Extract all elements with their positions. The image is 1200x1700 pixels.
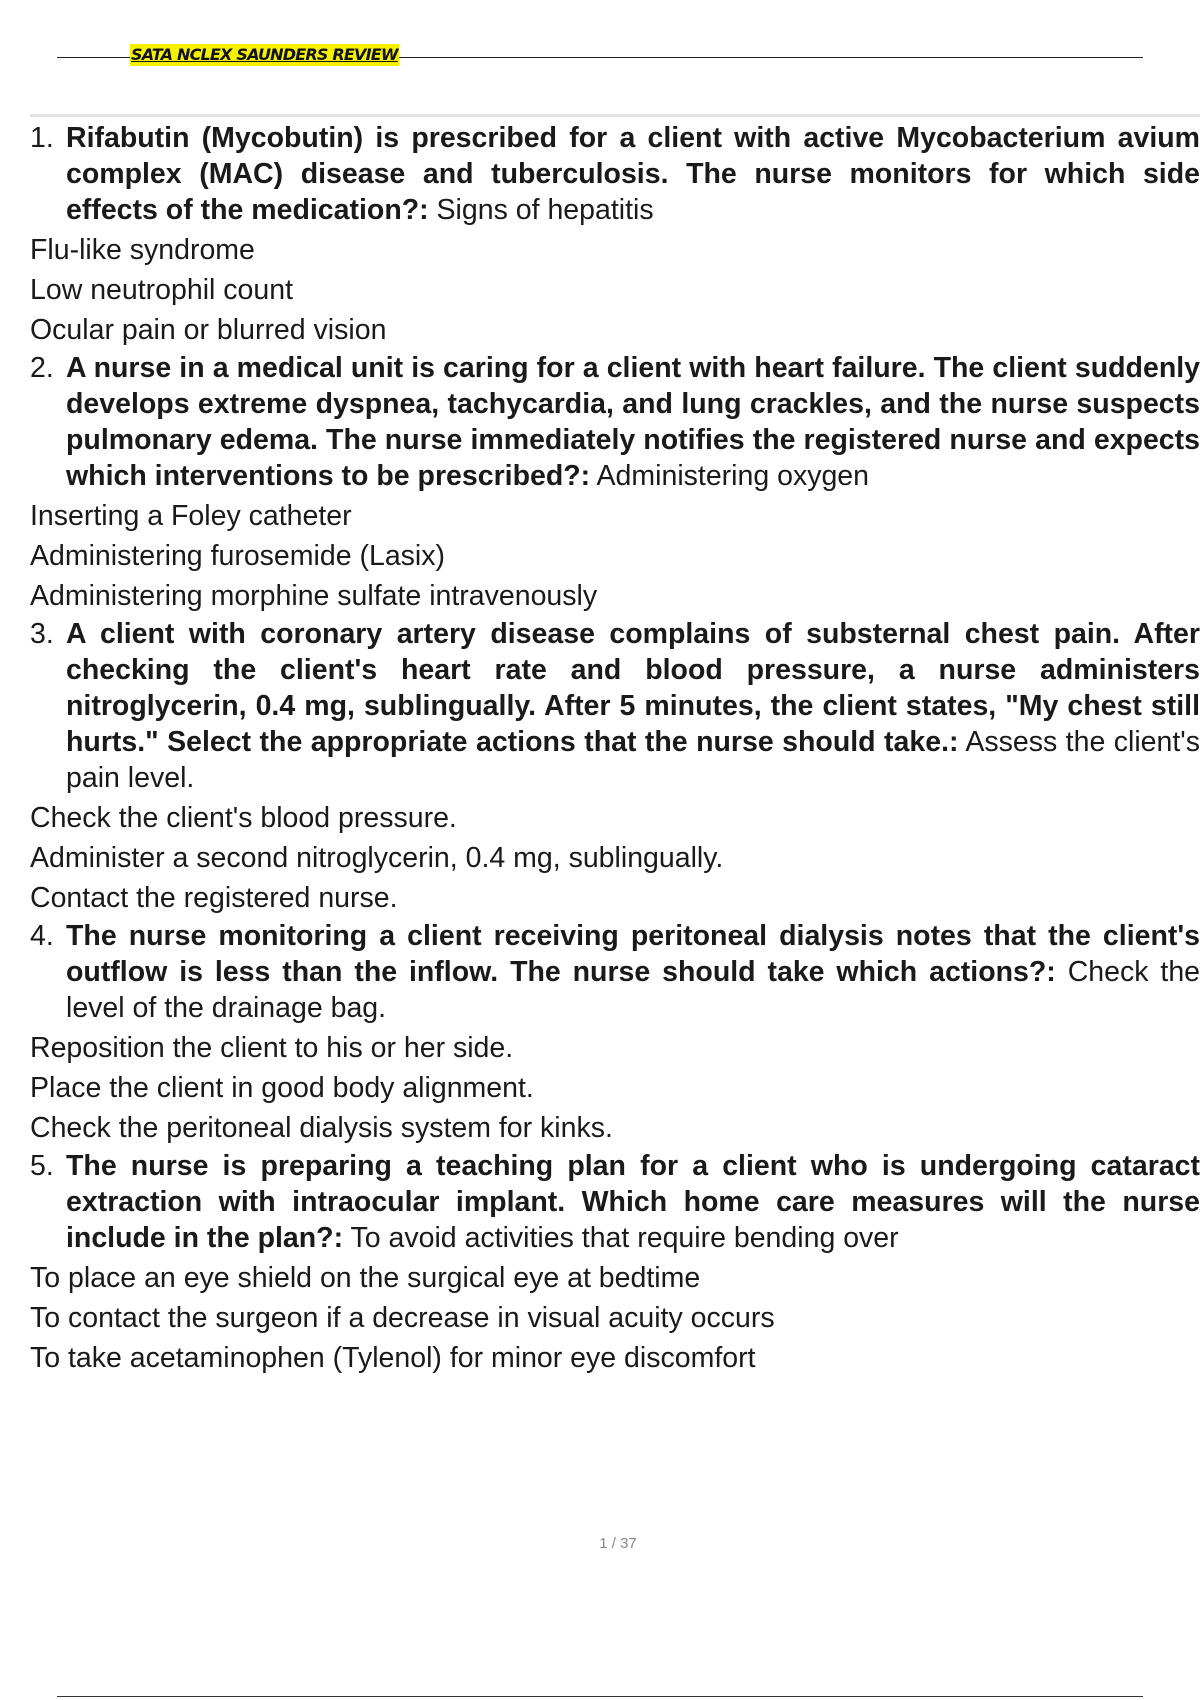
question-stem: The nurse is preparing a teaching plan for a client who is undergoing cataract extraction with intraocular implant. Which home care measures will the nurse include in the plan?: <box>66 1150 1200 1254</box>
answer-option: To avoid activities that require bending over <box>350 1222 899 1254</box>
answer-option: Low neutrophil count <box>30 274 294 306</box>
answer-option: Check the client's blood pressure. <box>30 802 457 834</box>
question-3 <box>30 616 1200 796</box>
answer-option: Flu-like syndrome <box>30 234 255 266</box>
page-indicator: 1 / 37 <box>599 1535 637 1552</box>
answer-option: Administering furosemide (Lasix) <box>30 540 445 572</box>
content-top-rule <box>30 114 1200 117</box>
question-list <box>30 120 1200 1376</box>
question-2 <box>30 350 1200 494</box>
answer-option: Administering oxygen <box>596 460 870 492</box>
document-title: SATA NCLEX SAUNDERS REVIEW <box>131 45 398 64</box>
answer-option: Check the peritoneal dialysis system for kinks. <box>30 1112 613 1144</box>
question-number: 5. <box>30 1150 54 1182</box>
answer-option: Assess the client's pain level. <box>66 726 1200 794</box>
answer-option: Signs of hepatitis <box>436 194 654 226</box>
answer-option: Ocular pain or blurred vision <box>30 314 387 346</box>
question-number: 3. <box>30 618 54 650</box>
question-4 <box>30 918 1200 1026</box>
question-5 <box>30 1148 1200 1256</box>
answer-option: Administer a second nitroglycerin, 0.4 mg, sublingually. <box>30 842 724 874</box>
question-stem: The nurse monitoring a client receiving peritoneal dialysis notes that the client's outflow is less than the inflow. The nurse should take which actions?: <box>66 920 1200 988</box>
answer-option: To take acetaminophen (Tylenol) for minor eye discomfort <box>30 1342 756 1374</box>
question-stem: A client with coronary artery disease complains of substernal chest pain. After checking the client's heart rate and blood pressure, a nurse administers nitroglycerin, 0.4 mg, sublingually. After 5 minutes, the client states, "My chest still hurts." Select the appropriate actions that the nurse should take.: <box>66 618 1200 758</box>
question-1 <box>30 120 1200 228</box>
answer-option: To contact the surgeon if a decrease in visual acuity occurs <box>30 1302 775 1334</box>
question-number: 1. <box>30 122 54 154</box>
answer-option: Place the client in good body alignment. <box>30 1072 534 1104</box>
question-number: 2. <box>30 352 54 384</box>
question-stem: Rifabutin (Mycobutin) is prescribed for a client with active Mycobacterium avium complex (MAC) disease and tuberculosis. The nurse monitors for which side effects of the medication?: <box>66 122 1200 226</box>
answer-option: Administering morphine sulfate intravenously <box>30 580 598 612</box>
answer-option: To place an eye shield on the surgical eye at bedtime <box>30 1262 701 1294</box>
question-stem: A nurse in a medical unit is caring for a client with heart failure. The client suddenly develops extreme dyspnea, tachycardia, and lung crackles, and the nurse suspects pulmonary edema. The nurse immediately notifies the registered nurse and expects which interventions to be prescribed?: <box>66 352 1200 492</box>
footer-rule <box>57 1696 1143 1697</box>
page-header <box>57 44 1143 68</box>
answer-option: Check the level of the drainage bag. <box>66 956 1200 1024</box>
question-number: 4. <box>30 920 54 952</box>
answer-option: Contact the registered nurse. <box>30 882 398 914</box>
answer-option: Inserting a Foley catheter <box>30 500 352 532</box>
answer-option: Reposition the client to his or her side. <box>30 1032 514 1064</box>
